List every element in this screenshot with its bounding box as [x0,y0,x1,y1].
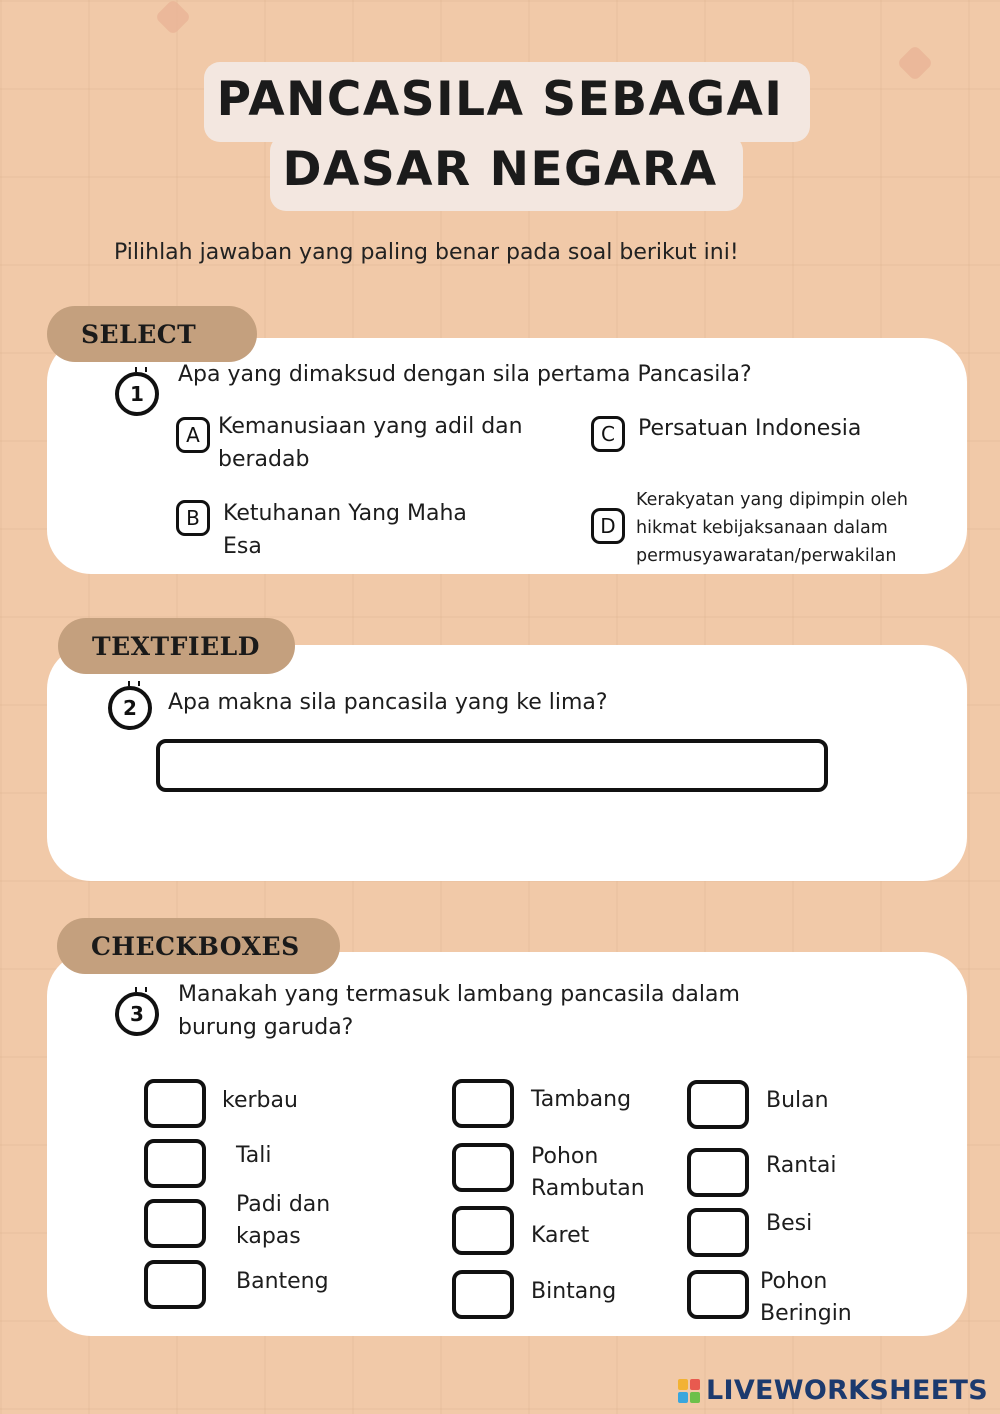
option-d-line-3: permusyawaratan/perwakilan [636,546,897,566]
checkbox-label-banteng: Banteng [236,1269,329,1294]
checkbox-label-beringin-line-2: Beringin [760,1301,852,1326]
option-b-label[interactable] [223,497,467,563]
question-3-line-1: Manakah yang termasuk lambang pancasila dalam [178,982,740,1007]
checkbox-kerbau[interactable] [144,1079,206,1128]
checkbox-tali[interactable] [144,1139,206,1188]
checkbox-label-kerbau: kerbau [222,1088,298,1113]
liveworksheets-logo-text: LIVEWORKSHEETS [705,1375,988,1406]
checkbox-label-bulan: Bulan [766,1088,829,1113]
option-a-button[interactable]: A [176,417,210,453]
question-3-line-2: burung garuda? [178,1015,354,1040]
checkbox-label-rambutan-line-2: Rambutan [531,1176,645,1201]
option-d-line-2: hikmat kebijaksanaan dalam [636,518,888,538]
select-tag: SELECT [47,306,257,362]
checkbox-label-padi-line-1: Padi dan [236,1192,331,1217]
instruction-text: Pilihlah jawaban yang paling benar pada soal berikut ini! [114,240,739,265]
checkbox-pohon-beringin[interactable] [687,1270,749,1319]
decoration-diamond [155,0,192,35]
liveworksheets-logo-icon [678,1379,700,1403]
checkbox-label-rantai: Rantai [766,1153,837,1178]
question-number-1: 1 [115,372,159,416]
textfield-tag: TEXTFIELD [58,618,295,674]
option-c-button[interactable]: C [591,416,625,452]
liveworksheets-logo[interactable] [678,1375,988,1406]
checkbox-label-bintang: Bintang [531,1279,617,1304]
checkbox-rantai[interactable] [687,1148,749,1197]
option-a-line-2: beradab [218,447,310,472]
checkbox-label-beringin-line-1: Pohon [760,1269,828,1294]
checkbox-padi-kapas[interactable] [144,1199,206,1248]
option-d-label[interactable] [636,486,908,570]
option-b-button[interactable]: B [176,500,210,536]
logo-square-4 [690,1392,700,1403]
checkbox-label-tali: Tali [236,1143,272,1168]
logo-square-3 [678,1392,688,1403]
option-b-line-1: Ketuhanan Yang Maha [223,501,467,526]
checkbox-besi[interactable] [687,1208,749,1257]
option-a-line-1: Kemanusiaan yang adil dan [218,414,523,439]
answer-text-input[interactable] [156,739,828,792]
checkbox-label-karet: Karet [531,1223,590,1248]
checkbox-label-pohon-beringin [760,1266,852,1330]
checkbox-label-besi: Besi [766,1211,813,1236]
checkbox-karet[interactable] [452,1206,514,1255]
checkbox-label-rambutan-line-1: Pohon [531,1144,599,1169]
checkbox-banteng[interactable] [144,1260,206,1309]
checkbox-bintang[interactable] [452,1270,514,1319]
question-1-text: Apa yang dimaksud dengan sila pertama Pancasila? [178,362,752,387]
checkbox-tambang[interactable] [452,1079,514,1128]
option-d-line-1: Kerakyatan yang dipimpin oleh [636,490,909,510]
logo-square-1 [678,1379,688,1390]
checkboxes-tag: CHECKBOXES [57,918,340,974]
question-2-text: Apa makna sila pancasila yang ke lima? [168,690,608,715]
checkbox-bulan[interactable] [687,1080,749,1129]
question-3-text [178,978,740,1044]
checkbox-label-pohon-rambutan [531,1141,645,1205]
option-d-button[interactable]: D [591,508,625,544]
option-b-line-2: Esa [223,534,262,559]
option-a-label[interactable] [218,410,523,476]
question-number-2: 2 [108,686,152,730]
page-title-line-1: PANCASILA SEBAGAI [216,72,784,127]
checkbox-label-tambang: Tambang [531,1087,632,1112]
checkbox-label-padi-line-2: kapas [236,1224,301,1249]
checkbox-label-padi-kapas [236,1189,330,1253]
question-number-3: 3 [115,992,159,1036]
option-c-line-1: Persatuan Indonesia [638,416,862,441]
page-title-line-2: DASAR NEGARA [282,142,718,197]
checkbox-pohon-rambutan[interactable] [452,1143,514,1192]
logo-square-2 [690,1379,700,1390]
option-c-label[interactable] [638,412,861,445]
